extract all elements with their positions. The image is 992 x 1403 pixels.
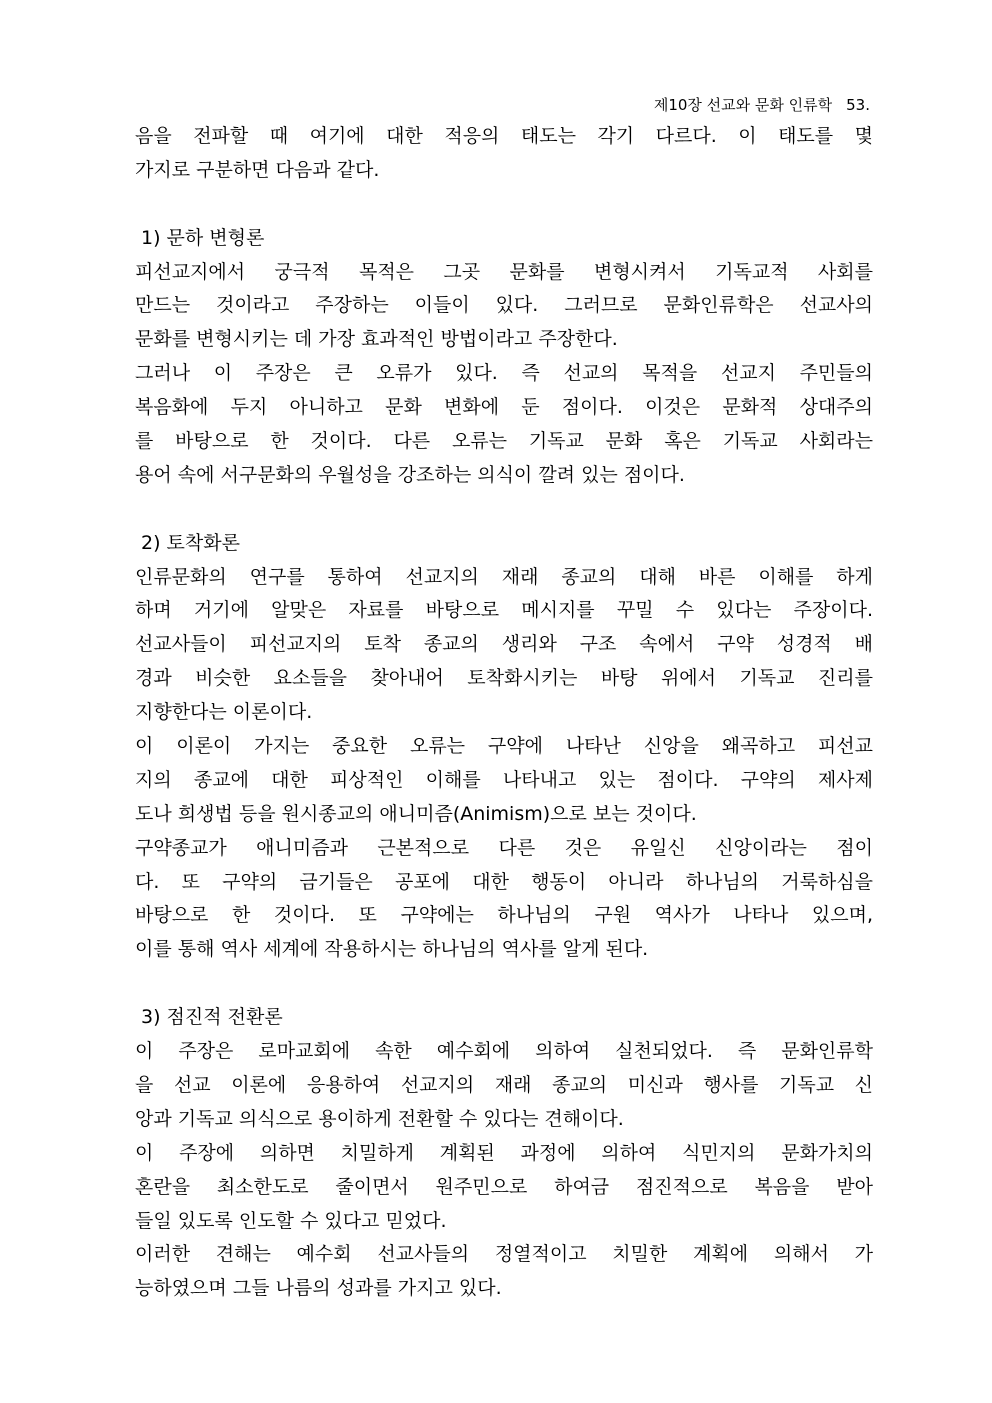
text-line: 앙과 기독교 의식으로 용이하게 전환할 수 있다는 견해이다.	[135, 1107, 624, 1130]
text-line: 피선교지에서 궁극적 목적은 그곳 문화를 변형시켜서 기독교적 사회를	[135, 260, 873, 283]
text-line: 이러한 견해는 예수회 선교사들의 정열적이고 치밀한 계획에 의해서 가	[135, 1243, 873, 1266]
text-line: 만드는 것이라고 주장하는 이들이 있다. 그러므로 문화인류학은 선교사의	[135, 294, 873, 317]
section-heading: 1) 문하 변형론	[141, 226, 265, 249]
text-line: 혼란을 최소한도로 줄이면서 원주민으로 하여금 점진적으로 복음을 받아	[135, 1175, 873, 1198]
text-line: 이를 통해 역사 세계에 작용하시는 하나님의 역사를 알게 된다.	[135, 938, 649, 961]
text-line: 을 선교 이론에 응용하여 선교지의 재래 종교의 미신과 행사를 기독교 신	[135, 1073, 873, 1096]
text-line: 이 이론이 가지는 중요한 오류는 구약에 나타난 신앙을 왜곡하고 피선교	[135, 735, 873, 758]
text-line: 지향한다는 이론이다.	[135, 701, 313, 724]
body-text	[135, 120, 873, 1306]
text-line: 하며 거기에 알맞은 자료를 바탕으로 메시지를 꾸밀 수 있다는 주장이다.	[135, 599, 873, 622]
text-line: 경과 비슷한 요소들을 찾아내어 토착화시키는 바탕 위에서 기독교 진리를	[135, 667, 873, 690]
text-line: 다. 또 구약의 금기들은 공포에 대한 행동이 아니라 하나님의 거룩하심을	[135, 870, 873, 893]
text-line: 능하였으며 그들 나름의 성과를 가지고 있다.	[135, 1277, 502, 1300]
text-line: 지의 종교에 대한 피상적인 이해를 나타내고 있는 점이다. 구약의 제사제	[135, 768, 873, 791]
section-heading: 3) 점진적 전환론	[141, 1006, 283, 1029]
text-line: 그러나 이 주장은 큰 오류가 있다. 즉 선교의 목적을 선교지 주민들의	[135, 362, 873, 385]
text-line: 선교사들이 피선교지의 토착 종교의 생리와 구조 속에서 구약 성경적 배	[135, 633, 873, 656]
text-line: 이 주장에 의하면 치밀하게 계획된 과정에 의하여 식민지의 문화가치의	[135, 1141, 873, 1164]
text-line: 인류문화의 연구를 통하여 선교지의 재래 종교의 대해 바른 이해를 하게	[135, 565, 873, 588]
chapter-title: 제10장 선교와 문화 인류학	[653, 96, 833, 114]
text-line: 용어 속에 서구문화의 우월성을 강조하는 의식이 깔려 있는 점이다.	[135, 463, 685, 486]
text-line: 문화를 변형시키는 데 가장 효과적인 방법이라고 주장한다.	[135, 328, 618, 351]
text-line: 음을 전파할 때 여기에 대한 적응의 태도는 각기 다르다. 이 태도를 몇	[135, 125, 873, 147]
running-header	[520, 94, 870, 115]
text-line: 이 주장은 로마교회에 속한 예수회에 의하여 실천되었다. 즉 문화인류학	[135, 1040, 873, 1063]
section-heading: 2) 토착화론	[141, 531, 240, 554]
page-number: 53.	[846, 96, 870, 114]
text-line: 복음화에 두지 아니하고 문화 변화에 둔 점이다. 이것은 문화적 상대주의	[135, 396, 873, 419]
text-line: 를 바탕으로 한 것이다. 다른 오류는 기독교 문화 혹은 기독교 사회라는	[135, 430, 873, 453]
text-line: 들일 있도록 인도할 수 있다고 믿었다.	[135, 1209, 447, 1232]
text-line: 도나 희생법 등을 원시종교의 애니미즘(Animism)으로 보는 것이다.	[135, 802, 697, 825]
text-line: 구약종교가 애니미즘과 근본적으로 다른 것은 유일신 신앙이라는 점이	[135, 836, 873, 859]
text-line: 가지로 구분하면 다음과 같다.	[135, 158, 380, 181]
text-line: 바탕으로 한 것이다. 또 구약에는 하나님의 구원 역사가 나타나 있으며,	[135, 904, 873, 927]
